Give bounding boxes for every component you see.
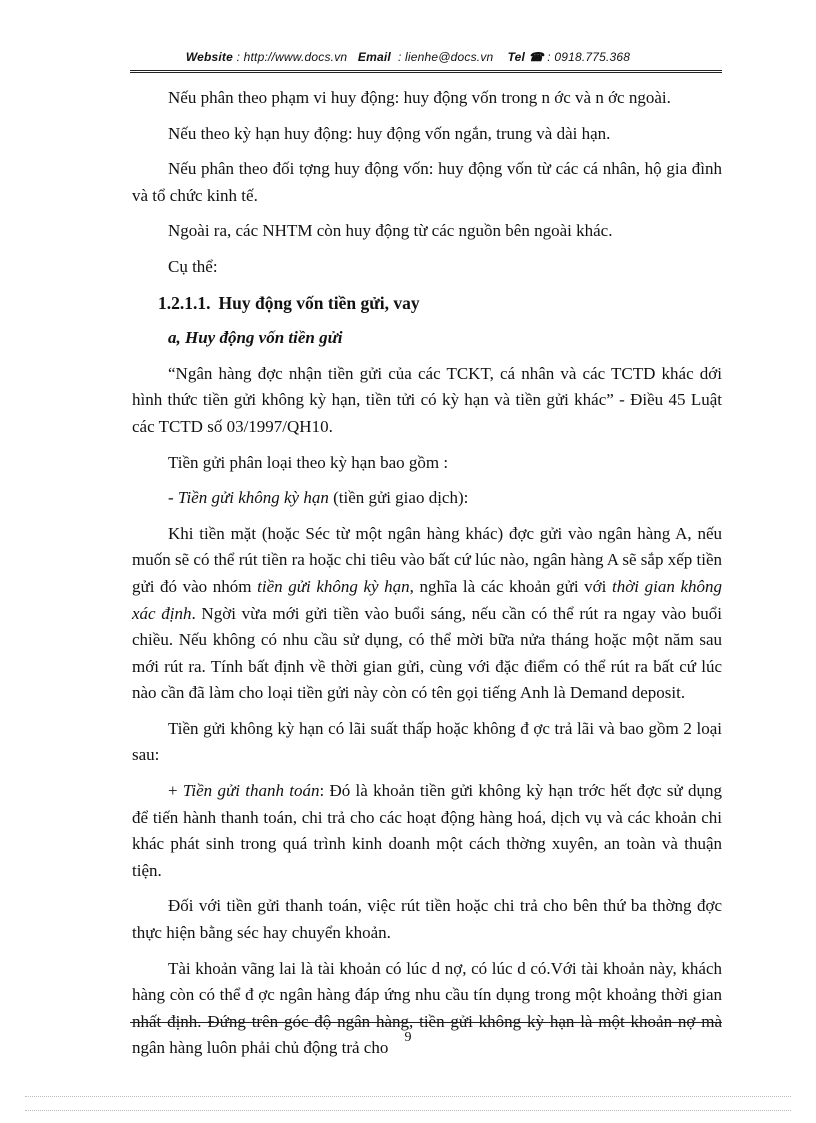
paragraph: Đối với tiền gửi thanh toán, việc rút tiền hoặc chi trả cho bên thứ ba thờng đợc thực hiện bằng séc hay chuyển khoản. [132,896,722,943]
paragraph [132,521,722,707]
italic-term: Tiền gửi không kỳ hạn [177,488,329,508]
page-number: 9 [404,1030,412,1045]
paragraph: Nếu phân theo phạm vi huy động: huy động vốn trong n ớc và n ớc ngoài. [168,88,671,107]
document-body [132,85,722,1071]
text-run: (tiền gửi giao dịch): [328,488,469,508]
italic-term: tiền gửi không kỳ hạn [257,576,410,596]
email-value: : lienhe@docs.vn [397,50,494,64]
text-run: . Ngời vừa mới gửi tiền vào buổi sáng, nếu cần có thể rút ra ngay vào buổi chiều. Nếu không có nhu cầu sử dụng, có thể mời bữa nửa tháng hoặc một năm sau mới rút ra. Tính bất định về thời gian gửi, cùng với đặc điểm có thể rút ra bất cứ lúc nào cần đã làm cho loại tiền gửi này còn có tên gọi tiếng Anh là Demand deposit. [132,603,722,703]
section-number: 1.2.1.1. [158,292,211,313]
italic-term: thời gian không xác định [132,576,722,623]
page-header [0,50,816,64]
email-label: Email [357,50,391,64]
paragraph: Nếu theo kỳ hạn huy động: huy động vốn ngắn, trung và dài hạn. [168,123,611,143]
header-rule-double [130,72,722,73]
header-rule [130,70,722,71]
paragraph: Tài khoản vãng lai là tài khoản có lúc d nợ, có lúc d có.Với tài khoản này, khách hàng còn có thể đ ợc ngân hàng đáp ứng nhu cầu tín dụng trong một khoảng thời gian nhất định. Đứng trên góc độ ngân hàng, tiền gửi không kỳ hạn là một khoản nợ mà ngân hàng luôn phải chủ động trả cho [132,958,722,1058]
text-run: Khi tiền mặt (hoặc Séc từ một ngân hàng khác) đợc gửi vào ngân hàng A, nếu muốn sẽ có thể rút tiền ra hoặc chi tiêu vào bất cứ lúc nào, ngân hàng A sẽ sắp xếp tiền gửi đó vào nhóm [132,523,722,596]
footer-dotted-line [25,1110,791,1111]
text-run: : Đó là khoản tiền gửi không kỳ hạn trớc hết đợc sử dụng để tiến hành thanh toán, chi trả cho các hoạt động hàng hoá, dịch vụ và các khoản chi khác phát sinh trong quá trình kinh doanh một cách thờng xuyên, an toàn và thuận tiện. [132,781,723,880]
tel-label: Tel ☎ [507,50,544,64]
text-run: , nghĩa là các khoản gửi với [409,576,612,596]
paragraph: Cụ thể: [168,256,218,276]
paragraph [132,778,722,884]
text-run: + [168,781,183,801]
paragraph: “Ngân hàng đợc nhận tiền gửi của các TCKT, cá nhân và các TCTD khác dới hình thức tiền gửi không kỳ hạn, tiền tửi có kỳ hạn và tiền gửi khác” - Điều 45 Luật các TCTD số 03/1997/QH10. [132,363,722,436]
footer-rule [130,1022,722,1023]
paragraph: Nếu phân theo đối tợng huy động vốn: huy động vốn từ các cá nhân, hộ gia đình và tổ chức kinh tế. [132,159,722,205]
subsection-heading: a, Huy động vốn tiền gửi [168,328,343,348]
paragraph [132,485,722,512]
website-label: Website [185,50,234,64]
tel-value: : 0918.775.368 [547,50,631,64]
paragraph: Tiền gửi không kỳ hạn có lãi suất thấp hoặc không đ ợc trả lãi và bao gồm 2 loại sau: [132,718,722,765]
text-run: - [168,488,178,508]
italic-term: Tiền gửi thanh toán [182,781,320,801]
section-heading [132,290,722,317]
paragraph: Tiền gửi phân loại theo kỳ hạn bao gồm : [168,452,449,472]
footer-dotted-line [25,1096,791,1097]
section-title: Huy động vốn tiền gửi, vay [218,292,420,313]
website-value: : http://www.docs.vn [236,50,348,64]
paragraph: Ngoài ra, các NHTM còn huy động từ các nguồn bên ngoài khác. [168,221,613,241]
